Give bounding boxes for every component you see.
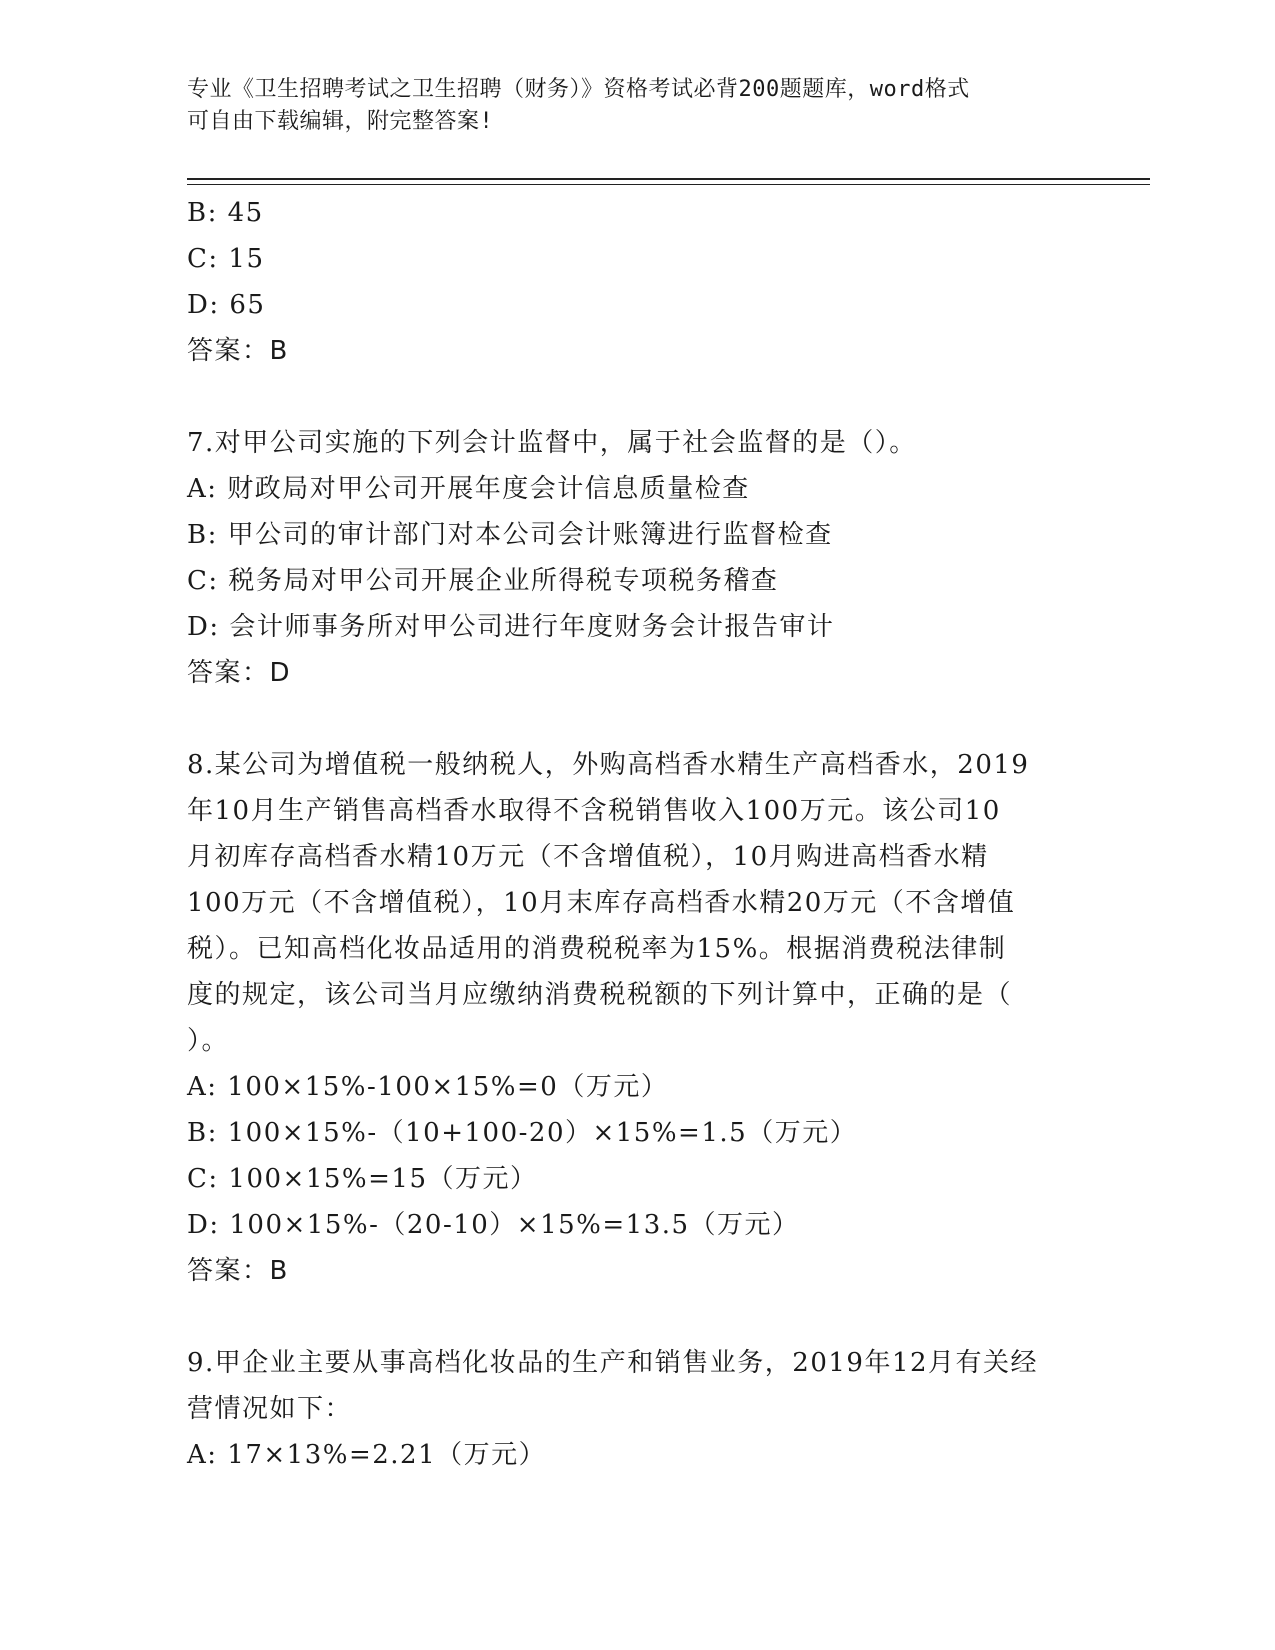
header-line-1: 专业《卫生招聘考试之卫生招聘（财务）》资格考试必背200题题库，word格式 xyxy=(187,77,970,102)
q6-answer: 答案：B xyxy=(187,336,289,366)
spacer xyxy=(187,1294,1087,1340)
q8-stem-line: 月初库存高档香水精10万元（不含增值税），10月购进高档香水精 xyxy=(187,842,989,872)
q6-option-b: B: 45 xyxy=(187,198,264,228)
spacer xyxy=(187,696,1087,742)
header-rule-thin xyxy=(187,184,1150,185)
q8-option-a: A: 100×15%-100×15%=0（万元） xyxy=(187,1072,669,1102)
q9-option-a: A: 17×13%=2.21（万元） xyxy=(187,1440,547,1470)
document-header xyxy=(187,74,1087,138)
q8-answer: 答案：B xyxy=(187,1256,289,1286)
question-content xyxy=(187,190,1087,1478)
q7-option-c: C: 税务局对甲公司开展企业所得税专项税务稽查 xyxy=(187,566,779,596)
q8-stem-line: 年10月生产销售高档香水取得不含税销售收入100万元。该公司10 xyxy=(187,796,1001,826)
q8-stem-line: 税）。已知高档化妆品适用的消费税税率为15%。根据消费税法律制 xyxy=(187,934,1007,964)
header-line-2: 可自由下载编辑，附完整答案! xyxy=(187,109,494,134)
q7-answer: 答案：D xyxy=(187,658,292,688)
q8-option-d: D: 100×15%-（20-10）×15%=13.5（万元） xyxy=(187,1210,800,1240)
q7-stem: 7.对甲公司实施的下列会计监督中，属于社会监督的是（）。 xyxy=(187,428,917,458)
header-rule-thick xyxy=(187,178,1150,180)
q8-option-c: C: 100×15%=15（万元） xyxy=(187,1164,538,1194)
q8-stem-line: 度的规定，该公司当月应缴纳消费税税额的下列计算中，正确的是（ xyxy=(187,980,1013,1010)
q6-option-c: C: 15 xyxy=(187,244,265,274)
q8-stem-line: ）。 xyxy=(187,1026,230,1056)
q8-stem-line: 8.某公司为增值税一般纳税人，外购高档香水精生产高档香水，2019 xyxy=(187,750,1030,780)
spacer xyxy=(187,374,1087,420)
q9-stem-line: 9.甲企业主要从事高档化妆品的生产和销售业务，2019年12月有关经 xyxy=(187,1348,1039,1378)
q7-option-a: A: 财政局对甲公司开展年度会计信息质量检查 xyxy=(187,474,750,504)
q8-stem-line: 100万元（不含增值税），10月末库存高档香水精20万元（不含增值 xyxy=(187,888,1016,918)
q9-stem-line: 营情况如下： xyxy=(187,1394,353,1424)
q7-option-d: D: 会计师事务所对甲公司进行年度财务会计报告审计 xyxy=(187,612,835,642)
q8-option-b: B: 100×15%-（10+100-20）×15%=1.5（万元） xyxy=(187,1118,858,1148)
q7-option-b: B: 甲公司的审计部门对本公司会计账簿进行监督检查 xyxy=(187,520,833,550)
q6-option-d: D: 65 xyxy=(187,290,266,320)
